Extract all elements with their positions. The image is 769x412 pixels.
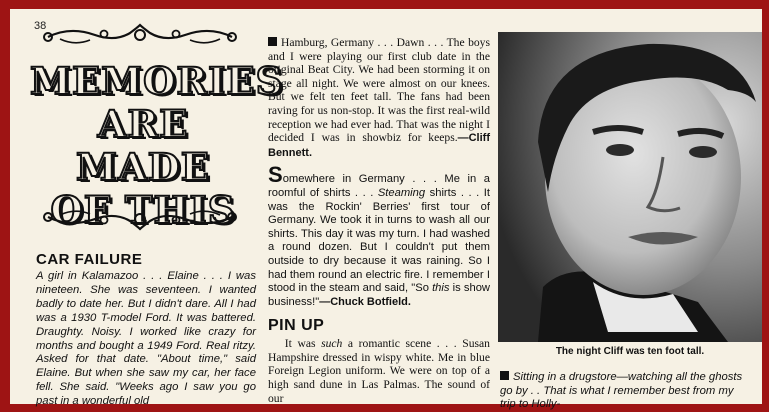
pin-up-paragraph — [268, 337, 490, 405]
square-bullet-icon — [500, 371, 509, 380]
pin-up-emphasis: such — [321, 337, 343, 351]
drugstore-paragraph — [500, 371, 752, 412]
pin-up-text-2: a romantic scene . . . Susan Hampshire dressed in wispy white. Me in blue Foreign Legion uniform. We were on top of a high sand dune in Las Palmas. The sound of our — [268, 337, 490, 405]
portrait-illustration — [498, 32, 762, 342]
pin-up-heading: PIN UP — [268, 317, 325, 335]
middle-column — [268, 36, 490, 405]
bottom-flourish-ornament — [40, 206, 240, 232]
photo-caption: The night Cliff was ten foot tall. — [555, 346, 705, 357]
drugstore-column — [500, 371, 752, 412]
shirts-text-3: is show business!" — [268, 282, 490, 308]
car-failure-text: A girl in Kalamazoo . . . Elaine . . . I was nineteen. She was seventeen. I wanted badly to date her. But I didn't dare. All I had was a 1930 T-model Ford. It was battered. Draughty. Noisy. I worked like crazy for months and bought a 1949 Ford. Real ritzy. Asked for that date. "About time," said Elaine. But when she saw my car, her face fell. She said. "Weeks ago I saw you go past in a wonderful old — [36, 270, 256, 408]
car-failure-heading: CAR FAILURE — [36, 251, 143, 268]
title-line-2: ARE MADE — [76, 102, 210, 189]
hamburg-paragraph — [268, 36, 490, 160]
shirts-emphasis-1: Steaming — [377, 186, 426, 199]
drop-cap: S — [268, 162, 283, 188]
shirts-paragraph — [268, 162, 491, 309]
shirts-text-2: shirts . . . It was the Rockin' Berries' first tour of Germany. We took it in turns to wash all our shirts. This day it was my turn. I had washed a round dozen. But I couldn't put them outside to dry because it was raining. So I had them round an electric fire. I remember I stood in the steam and said, "So — [268, 186, 491, 295]
hamburg-text: Hamburg, Germany . . . Dawn . . . The boys and I were playing our first club date in the original Beat City. We had been storming it on stage all night. We were almost on our knees. But we felt ten feet tall. The fans had been raving for us non-stop. It was the first real-wild reception we had ever had. That was the night I decided I was in showbiz for keeps. — [268, 36, 490, 145]
top-flourish-ornament — [40, 22, 240, 48]
page-number: 38 — [34, 20, 47, 32]
cliff-bennett-photo — [498, 32, 762, 342]
shirts-emphasis-2: this — [432, 282, 450, 295]
title-line-3: OF THIS — [50, 188, 236, 232]
magazine-page — [10, 9, 762, 411]
chuck-botfield-signature: —Chuck Botfield. — [319, 295, 411, 308]
drugstore-text: Sitting in a drugstore—watching all the ghosts go by . . That is what I remember best from my trip to Holly- — [500, 371, 743, 411]
title-line-1: MEMORIES — [30, 59, 284, 103]
square-bullet-icon — [268, 37, 277, 46]
shirts-text-1: omewhere in Germany . . . Me in a roomful of shirts . . . — [268, 173, 490, 199]
pin-up-text-1: It was — [284, 337, 322, 351]
car-failure-column — [36, 251, 256, 409]
cliff-bennett-signature: —Cliff Bennett. — [268, 132, 490, 159]
